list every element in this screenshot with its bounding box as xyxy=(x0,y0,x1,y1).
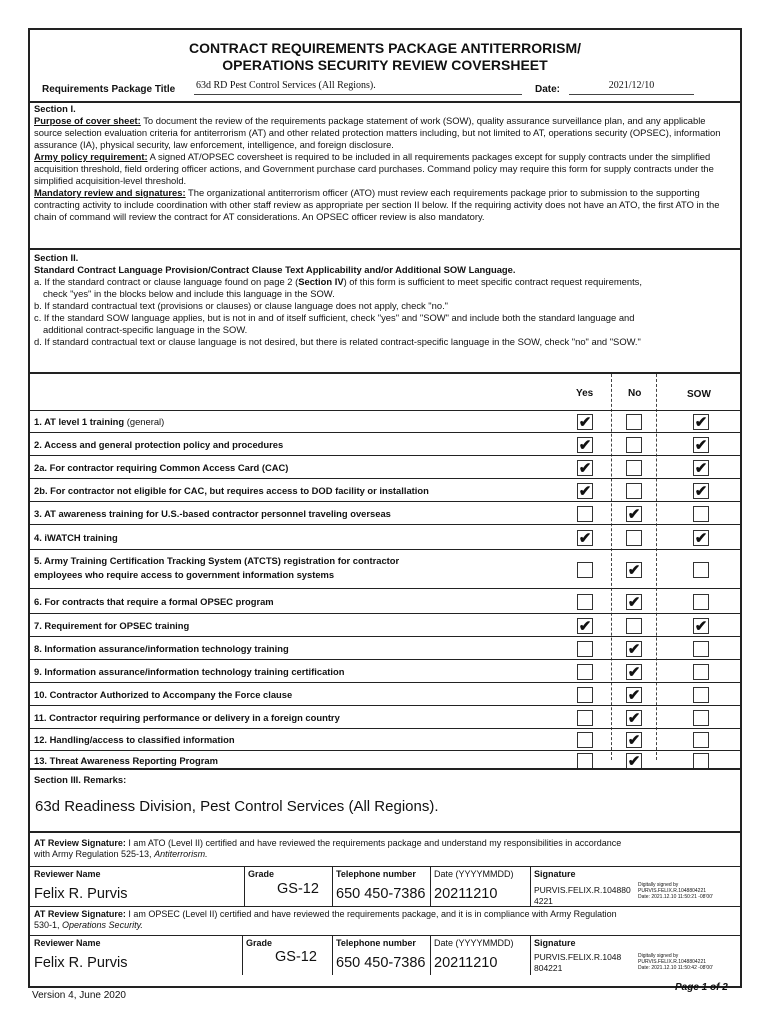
divider xyxy=(30,768,740,770)
instruction-a: a. If the standard contract or clause language found on page 2 ( xyxy=(34,276,299,287)
checkbox-no[interactable]: ✔ xyxy=(627,664,641,681)
at-review-statement xyxy=(34,838,734,860)
date-yyyymmdd-label: Date (YYYYMMDD) xyxy=(434,869,514,879)
checkbox-sow[interactable] xyxy=(693,506,709,522)
policy-lead: Army policy requirement: xyxy=(34,151,148,162)
checkbox-yes[interactable] xyxy=(577,732,593,748)
checkbox-yes[interactable] xyxy=(577,687,593,703)
checkbox-sow[interactable]: ✔ xyxy=(694,437,708,454)
checklist-item-label: 5. Army Training Certification Tracking System (ATCTS) registration for contractor employees who require access to government information systems xyxy=(34,555,400,580)
col-yes-header: Yes xyxy=(576,388,594,399)
checkbox-no[interactable]: ✔ xyxy=(627,641,641,658)
checklist-item-label: 13. Threat Awareness Reporting Program xyxy=(34,755,218,766)
checkbox-no[interactable] xyxy=(626,530,642,546)
checkbox-yes[interactable]: ✔ xyxy=(578,414,592,431)
date-label: Date: xyxy=(535,84,561,95)
checkbox-no[interactable]: ✔ xyxy=(627,562,641,579)
checkbox-sow[interactable] xyxy=(693,687,709,703)
date-field[interactable]: 2021/12/10 xyxy=(569,80,694,95)
checkbox-sow[interactable] xyxy=(693,562,709,578)
form-version: Version 4, June 2020 xyxy=(32,990,126,1001)
checklist-row xyxy=(30,613,740,637)
section-1-heading: Section I. xyxy=(34,103,76,114)
section-2-subheading: Standard Contract Language Provision/Contract Clause Text Applicability and/or Additional SOW Language. xyxy=(34,264,516,275)
checklist-row xyxy=(30,659,740,683)
checklist-item-label: 8. Information assurance/information technology training xyxy=(34,643,289,654)
checkbox-yes[interactable] xyxy=(577,594,593,610)
checklist-item-label: 11. Contractor requiring performance or delivery in a foreign country xyxy=(34,712,340,723)
requirements-package-row xyxy=(42,80,730,98)
checkbox-no[interactable] xyxy=(626,618,642,634)
purpose-text: To document the review of the requirements package statement of work (SOW), quality assurance surveillance plan, and any applicable source selection evaluation criteria for antiterrorism (AT) and other related protection matters including, but not limited to AT, operations security (OPSEC), information assurance (IA), physical security, law enforcement, intelligence, and foreign disclosure. xyxy=(34,115,721,150)
col-no-header: No xyxy=(628,388,642,399)
grade-cell xyxy=(242,935,332,975)
checkbox-sow[interactable]: ✔ xyxy=(694,483,708,500)
divider xyxy=(30,372,740,374)
date-cell xyxy=(430,866,530,906)
opsec-review-grid xyxy=(30,935,740,975)
checklist-row xyxy=(30,636,740,660)
checkbox-yes[interactable] xyxy=(577,664,593,680)
reviewer-name-label: Reviewer Name xyxy=(34,869,101,879)
checkbox-sow[interactable] xyxy=(693,732,709,748)
checklist-item-label: 2b. For contractor not eligible for CAC, but requires access to DOD facility or installation xyxy=(34,485,429,496)
digital-signature-stamp: Digitally signed by PURVIS.FELIX.R.1048804221 Date: 2021.12.10 11:50:21 -08'00' xyxy=(638,882,713,900)
checkbox-sow[interactable] xyxy=(693,641,709,657)
section-2 xyxy=(34,252,734,348)
col-sow-header: SOW xyxy=(687,389,711,400)
checkbox-sow[interactable] xyxy=(693,664,709,680)
page-number: Page 1 of 2 xyxy=(675,982,728,993)
at-review-grid xyxy=(30,866,740,906)
grade-label: Grade xyxy=(246,938,273,948)
checklist-item-label: 2. Access and general protection policy and procedures xyxy=(34,439,284,450)
checkbox-yes[interactable] xyxy=(577,641,593,657)
form-title-line2: OPERATIONS SECURITY REVIEW COVERSHEET xyxy=(222,57,548,73)
at-review-text2: with Army Regulation 525-13, xyxy=(34,849,155,859)
checkbox-yes[interactable] xyxy=(577,562,593,578)
checkbox-no[interactable]: ✔ xyxy=(627,687,641,704)
date-cell xyxy=(430,935,530,975)
signature-cell[interactable] xyxy=(530,935,740,975)
checkbox-yes[interactable] xyxy=(577,506,593,522)
grade-field[interactable]: GS-12 xyxy=(277,881,319,897)
purpose-lead: Purpose of cover sheet: xyxy=(34,115,141,126)
signature-name: PURVIS.FELIX.R.1048 804221 xyxy=(534,952,622,973)
phone-label: Telephone number xyxy=(336,869,416,879)
digital-signature-stamp: Digitally signed by PURVIS.FELIX.R.1048804221 Date: 2021.12.10 11:50:42 -08'00' xyxy=(638,953,713,971)
section-2-heading: Section II. xyxy=(34,252,79,263)
signature-cell[interactable] xyxy=(530,866,740,906)
checkbox-yes[interactable]: ✔ xyxy=(578,483,592,500)
checklist-item-label: 4. iWATCH training xyxy=(34,532,118,543)
checklist-item-label: 9. Information assurance/information technology training certification xyxy=(34,666,345,677)
checkbox-no[interactable] xyxy=(626,460,642,476)
at-review-reg: Antiterrorism. xyxy=(154,849,208,859)
divider xyxy=(30,906,740,907)
opsec-review-reg: Operations Security. xyxy=(62,920,143,930)
section-1 xyxy=(34,103,734,223)
date-yyyymmdd-field[interactable]: 20211210 xyxy=(434,886,498,902)
phone-cell xyxy=(332,866,430,906)
checklist-row xyxy=(30,682,740,706)
mandatory-lead: Mandatory review and signatures: xyxy=(34,187,186,198)
signature-name: PURVIS.FELIX.R.104880 4221 xyxy=(534,885,631,906)
phone-cell xyxy=(332,935,430,975)
date-yyyymmdd-label: Date (YYYYMMDD) xyxy=(434,938,514,948)
signature-label: Signature xyxy=(534,938,576,948)
checklist-row xyxy=(30,501,740,525)
checkbox-yes[interactable] xyxy=(577,753,593,769)
remarks-field[interactable]: 63d Readiness Division, Pest Control Services (All Regions). xyxy=(35,798,439,815)
checklist-item-label: 7. Requirement for OPSEC training xyxy=(34,620,190,631)
grade-field[interactable]: GS-12 xyxy=(275,949,317,965)
opsec-review-text2: 530-1, xyxy=(34,920,63,930)
checkbox-sow[interactable]: ✔ xyxy=(694,414,708,431)
checklist-row xyxy=(30,588,740,614)
checklist-row xyxy=(30,410,740,433)
instruction-b: b. If standard contractual text (provisions or clauses) or clause language does not apply, check "no." xyxy=(34,300,449,311)
policy-text: A signed AT/OPSEC coversheet is required to be included in all requirements packages except for supply contracts under the simplified acquisition threshold, field ordering officer actions, and Government purchase card purchases. Command policy may require this form for supply contracts under the simplified acquisition-level threshold. xyxy=(34,151,714,186)
instruction-a-bold: Section IV xyxy=(298,276,344,287)
checkbox-yes[interactable] xyxy=(577,710,593,726)
coversheet-form xyxy=(28,28,742,988)
checkbox-no[interactable]: ✔ xyxy=(627,753,641,770)
at-review-lead: AT Review Signature: xyxy=(34,838,126,848)
opsec-review-text: I am OPSEC (Level II) certified and have reviewed the requirements package, and it is in compliance with Army Regulation xyxy=(125,909,617,919)
checkbox-sow[interactable] xyxy=(693,753,709,769)
checkbox-yes[interactable]: ✔ xyxy=(578,530,592,547)
checklist-row xyxy=(30,478,740,502)
signature-label: Signature xyxy=(534,869,576,879)
checkbox-no[interactable]: ✔ xyxy=(627,506,641,523)
opsec-review-statement xyxy=(34,909,734,931)
checklist-item-label: 1. AT level 1 training (general) xyxy=(34,416,165,427)
checklist-row xyxy=(30,524,740,550)
instruction-a-cont: check "yes" in the blocks below and include this language in the SOW. xyxy=(43,288,335,299)
instruction-c: c. If the standard SOW language applies, but is not in and of itself sufficient, check "yes" and "SOW" and include both the standard language and xyxy=(34,312,635,323)
checkbox-no[interactable] xyxy=(626,414,642,430)
section-3-heading: Section III. Remarks: xyxy=(34,774,127,785)
checkbox-sow[interactable]: ✔ xyxy=(694,460,708,477)
opsec-review-lead: AT Review Signature: xyxy=(34,909,126,919)
checkbox-yes[interactable]: ✔ xyxy=(578,437,592,454)
checklist-item-label: 6. For contracts that require a formal OPSEC program xyxy=(34,596,274,607)
checklist-item-label: 10. Contractor Authorized to Accompany the Force clause xyxy=(34,689,293,700)
date-yyyymmdd-field[interactable]: 20211210 xyxy=(434,955,498,971)
checklist-row xyxy=(30,705,740,729)
checkbox-no[interactable]: ✔ xyxy=(627,732,641,749)
checklist-row xyxy=(30,432,740,456)
checkbox-no[interactable]: ✔ xyxy=(627,710,641,727)
divider xyxy=(30,248,740,250)
reviewer-name-label: Reviewer Name xyxy=(34,938,101,948)
checkbox-sow[interactable] xyxy=(693,710,709,726)
phone-field[interactable]: 650 450-7386 xyxy=(336,955,426,971)
instruction-a-end: ) of this form is sufficient to meet specific contract request requirements, xyxy=(343,276,642,287)
checklist-row xyxy=(30,549,740,589)
divider xyxy=(30,831,740,833)
checkbox-yes[interactable]: ✔ xyxy=(578,460,592,477)
checkbox-yes[interactable]: ✔ xyxy=(578,618,592,635)
instruction-c-cont: additional contract-specific language in the SOW. xyxy=(43,324,248,335)
checklist-item-label: 12. Handling/access to classified information xyxy=(34,734,235,745)
at-review-text: I am ATO (Level II) certified and have reviewed the requirements package and understand my responsibilities in accordance xyxy=(125,838,622,848)
grade-label: Grade xyxy=(248,869,275,879)
phone-label: Telephone number xyxy=(336,938,416,948)
phone-field[interactable]: 650 450-7386 xyxy=(336,886,426,902)
reviewer-name-field[interactable]: Felix R. Purvis xyxy=(34,955,128,971)
checkbox-no[interactable]: ✔ xyxy=(627,594,641,611)
checklist-item-label: 3. AT awareness training for U.S.-based contractor personnel traveling overseas xyxy=(34,508,391,519)
checklist-item-label: 2a. For contractor requiring Common Access Card (CAC) xyxy=(34,462,289,473)
rp-title-label: Requirements Package Title xyxy=(42,84,176,95)
checklist-row xyxy=(30,728,740,751)
checkbox-sow[interactable]: ✔ xyxy=(694,530,708,547)
checklist-row xyxy=(30,455,740,479)
grade-cell xyxy=(244,866,332,906)
form-title-line1: CONTRACT REQUIREMENTS PACKAGE ANTITERRORISM/ xyxy=(189,40,581,56)
reviewer-name-field[interactable]: Felix R. Purvis xyxy=(34,886,128,902)
rp-title-field[interactable]: 63d RD Pest Control Services (All Regions). xyxy=(194,80,522,95)
checkbox-sow[interactable]: ✔ xyxy=(694,618,708,635)
checkbox-no[interactable] xyxy=(626,483,642,499)
checkbox-sow[interactable] xyxy=(693,594,709,610)
mandatory-text: The organizational antiterrorism officer (ATO) must review each requirements package prior to submission to the supporting contracting activity to include coordination with other staff review as appropriate per section II below. If the requiring activity does not have an ATO, the first ATO in the chain of command will review the contract for AT considerations. An OPSEC officer review is also mandatory. xyxy=(34,187,720,222)
instruction-d: d. If standard contractual text or clause language is not desired, but there is related contract-specific language in the SOW, check "no" and "SOW." xyxy=(34,336,641,347)
checkbox-no[interactable] xyxy=(626,437,642,453)
